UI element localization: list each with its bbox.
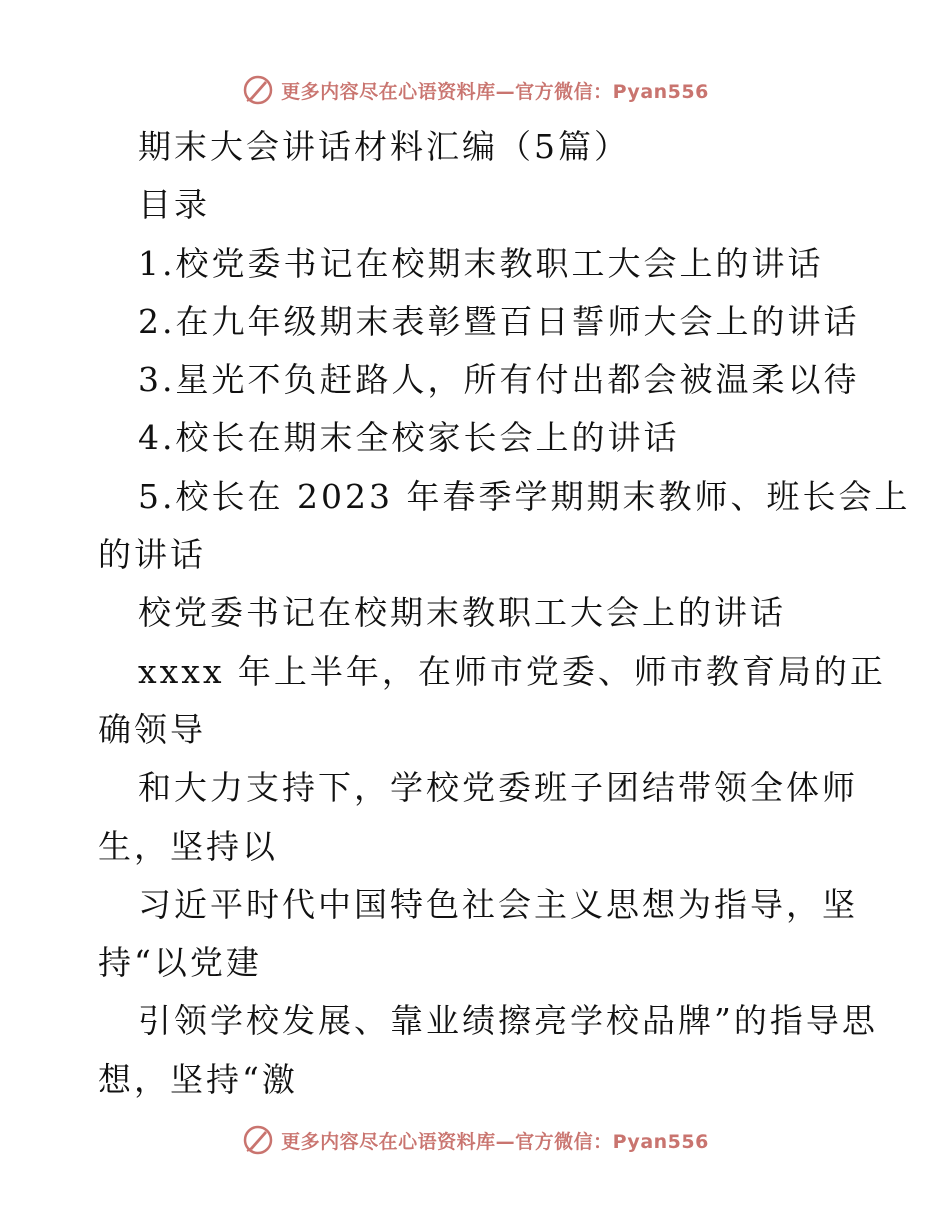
text-line: 引领学校发展、靠业绩擦亮学校品牌”的指导思 bbox=[138, 1001, 878, 1041]
text-line: 期末大会讲话材料汇编（5篇） bbox=[138, 127, 630, 166]
document-body bbox=[98, 118, 911, 1109]
text-line: 1.校党委书记在校期末教职工大会上的讲话 bbox=[138, 243, 824, 283]
text-line: 的讲话 bbox=[98, 535, 206, 575]
text-line: 持“以党建 bbox=[98, 943, 262, 983]
text-line: xxxx 年上半年，在师市党委、师市教育局的正 bbox=[138, 651, 886, 691]
text-line: 校党委书记在校期末教职工大会上的讲话 bbox=[138, 593, 786, 633]
text-line: 目录 bbox=[138, 185, 210, 225]
text-line: 和大力支持下，学校党委班子团结带领全体师 bbox=[138, 768, 858, 808]
text-line: 生，坚持以 bbox=[98, 826, 278, 866]
text-line: 习近平时代中国特色社会主义思想为指导，坚 bbox=[138, 884, 858, 924]
text-line: 3.星光不负赶路人，所有付出都会被温柔以待 bbox=[138, 360, 860, 400]
text-line: 4.校长在期末全校家长会上的讲话 bbox=[138, 418, 680, 458]
quill-pen-icon bbox=[241, 1123, 275, 1157]
watermark-text: 更多内容尽在心语资料库—官方微信：Pyan556 bbox=[281, 80, 709, 103]
footer-watermark bbox=[0, 1120, 950, 1160]
watermark-text: 更多内容尽在心语资料库—官方微信：Pyan556 bbox=[281, 1130, 709, 1153]
text-line: 2.在九年级期末表彰暨百日誓师大会上的讲话 bbox=[138, 301, 860, 341]
header-watermark bbox=[0, 70, 950, 110]
quill-pen-icon bbox=[241, 73, 275, 107]
text-line: 想，坚持“激 bbox=[98, 1059, 298, 1099]
text-line: 5.校长在 2023 年春季学期期末教师、班长会上 bbox=[138, 476, 911, 516]
text-line: 确领导 bbox=[98, 709, 206, 749]
